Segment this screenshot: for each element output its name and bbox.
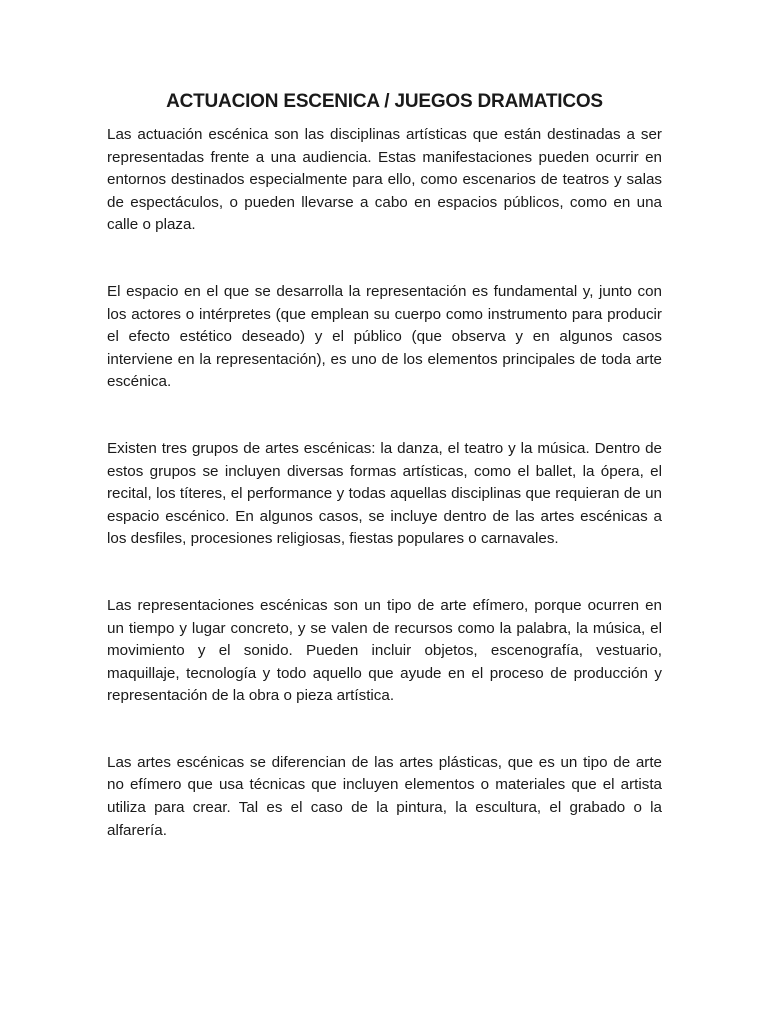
paragraph-2: El espacio en el que se desarrolla la representación es fundamental y, junto con los actores o intérpretes (que emplean su cuerpo como instrumento para producir el efecto estético deseado) y el público (que observa y en algunos casos interviene en la representación), es uno de los elementos principales de toda arte escénica.: [107, 282, 662, 391]
paragraph-1: Las actuación escénica son las disciplinas artísticas que están destinadas a ser representadas frente a una audiencia. Estas manifestaciones pueden ocurrir en entornos destinados especialmente para ello, como escenarios de teatros y salas de espectáculos, o pueden llevarse a cabo en espacios públicos, como en una calle o plaza.: [107, 126, 662, 234]
paragraph-5: Las artes escénicas se diferencian de las artes plásticas, que es un tipo de arte no efímero que usa técnicas que incluyen elementos o materiales que el artista utiliza para crear. Tal es el caso de la pintura, la escultura, el grabado o la alfarería.: [107, 753, 662, 839]
paragraph-3: Existen tres grupos de artes escénicas: la danza, el teatro y la música. Dentro de estos grupos se incluyen diversas formas artísticas, como el ballet, la ópera, el recital, los títeres, el performance y todas aquellas disciplinas que requieran de un espacio escénico. En algunos casos, se incluye dentro de las artes escénicas a los desfiles, procesiones religiosas, fiestas populares o carnavales.: [107, 439, 662, 548]
document-page: [107, 90, 662, 842]
paragraph-4: Las representaciones escénicas son un tipo de arte efímero, porque ocurren en un tiempo y lugar concreto, y se valen de recursos como la palabra, la música, el movimiento y el sonido. Pueden incluir objetos, escenografía, vestuario, maquillaje, tecnología y todo aquello que ayude en el proceso de producción y representación de la obra o pieza artística.: [107, 596, 662, 705]
document-title: ACTUACION ESCENICA / JUEGOS DRAMATICOS: [166, 91, 603, 112]
